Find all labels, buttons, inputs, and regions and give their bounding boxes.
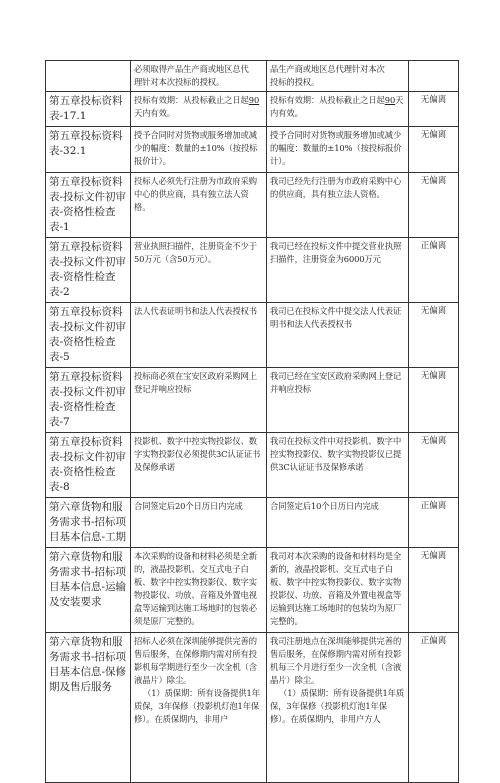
table-row (46, 633, 459, 783)
requirement-cell: 营业执照扫描件，注册资金不少于50万元（含50万元）。 (131, 238, 267, 303)
deviation-cell: 正偏离 (409, 633, 459, 783)
item-cell: 第五章投标资料表-17.1 (46, 92, 131, 127)
requirement-line: 必须取得产品生产商或地区总代 (134, 64, 249, 74)
response-cell: 我司在投标文件中对投影机、数字中控实物投影仪、数字实物投影仪已提供3C认证证书及保修承诺 (267, 433, 409, 498)
response-cell: 我司对本次采购的设备和材料均是全新的，液晶投影机、交互式电子白板、数字中控实物投影仪、数字实物投影仪、功放、音箱及外置电视盒等运输到达施工场地时的包装均为原厂完整的。 (267, 548, 409, 633)
requirement-cell (131, 61, 267, 92)
response-cell: 我司已在投标文件中提交法人代表证明书和法人代表授权书 (267, 303, 409, 368)
response-cell (267, 92, 409, 127)
table-row (46, 498, 459, 548)
requirement-cell (131, 633, 267, 783)
item-cell: 第五章投标资料表-投标文件初审表-资格性检查表-2 (46, 238, 131, 303)
requirement-cell: 本次采购的设备和材料必须是全新的，液晶投影机、交互式电子白板、数字中控实物投影仪、数字实物投影仪、功放、音箱及外置电视盒等运输到达施工场地时的包装必须是原厂完整的。 (131, 548, 267, 633)
deviation-cell: 正偏离 (409, 498, 459, 548)
response-cell: 授予合同时对货物或服务增加或减少的幅度：数量的±10%（按投标报价计）。 (267, 127, 409, 173)
requirement-cell (131, 92, 267, 127)
requirement-text: 天内有效。 (134, 108, 175, 118)
item-cell: 第六章货物和服务需求书-招标项目基本信息-保修期及售后服务 (46, 633, 131, 783)
table-row (46, 92, 459, 127)
requirement-text: 投标有效期：从投标截止之日起 (134, 95, 249, 105)
response-cell: 我司已经在宝安区政府采购网上登记并响应投标 (267, 368, 409, 433)
requirement-cell: 投标人必须先行注册为市政府采购中心的供应商，具有独立法人资格。 (131, 173, 267, 238)
item-cell: 第五章投标资料表-32.1 (46, 127, 131, 173)
requirement-cell: 授予合同时对货物或服务增加或减少的幅度：数量的±10%（按投标报价计）。 (131, 127, 267, 173)
response-line: 品生产商或地区总代理针对本次 (270, 64, 385, 74)
requirement-cell: 投标商必须在宝安区政府采购网上登记并响应投标 (131, 368, 267, 433)
deviation-cell: 无偏离 (409, 92, 459, 127)
item-cell: 第六章货物和服务需求书-招标项目基本信息-运输及安装要求 (46, 548, 131, 633)
validity-days: 90 (384, 95, 396, 105)
response-paragraph: （1）质保期：所有设备提供1年质保，3年保修（投影机灯泡1年保修）。在质保期内，非用户方人 (270, 688, 405, 724)
deviation-cell (409, 61, 459, 92)
item-cell: 第五章投标资料表-投标文件初审表-资格性检查表-5 (46, 303, 131, 368)
response-line: 投标的授权。 (270, 77, 320, 87)
deviation-cell: 无偏离 (409, 127, 459, 173)
item-cell: 第五章投标资料表-投标文件初审表-资格性检查表-8 (46, 433, 131, 498)
requirement-cell: 法人代表证明书和法人代表授权书 (131, 303, 267, 368)
deviation-cell: 无偏离 (409, 173, 459, 238)
deviation-cell: 无偏离 (409, 368, 459, 433)
deviation-cell: 无偏离 (409, 433, 459, 498)
response-text: 天内有效。 (270, 95, 404, 118)
table-row (46, 238, 459, 303)
deviation-cell: 无偏离 (409, 303, 459, 368)
deviation-table (45, 60, 459, 783)
response-cell: 我司已经在投标文件中提交营业执照扫描件，注册资金为6000万元 (267, 238, 409, 303)
response-cell: 合同签定后10个日历日内完成 (267, 498, 409, 548)
item-cell (46, 61, 131, 92)
response-text: 投标有效期：从投标截止之日起 (270, 95, 385, 105)
requirement-paragraph: （1）质保期：所有设备提供1年质保，3年保修（投影机灯泡1年保修）。在质保期内，非用户 (134, 688, 260, 724)
item-cell: 第五章投标资料表-投标文件初审表-资格性检查表-7 (46, 368, 131, 433)
table-row (46, 127, 459, 173)
response-paragraph: 我司注册地点在深圳能够提供完善的售后服务，在保修期内需对所有投影机每三个月进行至少一次全机（含液晶片）除尘。 (270, 636, 402, 685)
deviation-cell: 无偏离 (409, 548, 459, 633)
item-cell: 第六章货物和服务需求书-招标项目基本信息-工期 (46, 498, 131, 548)
requirement-line: 理针对本次投标的授权。 (134, 77, 225, 87)
deviation-cell: 正偏离 (409, 238, 459, 303)
validity-days: 90 (248, 95, 260, 105)
response-cell (267, 61, 409, 92)
table-row (46, 548, 459, 633)
table-row (46, 303, 459, 368)
requirement-cell: 投影机、数字中控实物投影仪、数字实物投影仪必须提供3C认证证书及保修承诺 (131, 433, 267, 498)
requirement-cell: 合同签定后20个日历日内完成 (131, 498, 267, 548)
table-row (46, 173, 459, 238)
table-row (46, 61, 459, 92)
table-row (46, 368, 459, 433)
response-cell: 我司已经先行注册为市政府采购中心的供应商，具有独立法人资格。 (267, 173, 409, 238)
response-cell (267, 633, 409, 783)
item-cell: 第五章投标资料表-投标文件初审表-资格性检查表-1 (46, 173, 131, 238)
table-row (46, 433, 459, 498)
requirement-paragraph: 招标人必须在深圳能够提供完善的售后服务，在保修期内需对所有投影机每学期进行至少一次全机（含液晶片）除尘。 (134, 636, 257, 685)
